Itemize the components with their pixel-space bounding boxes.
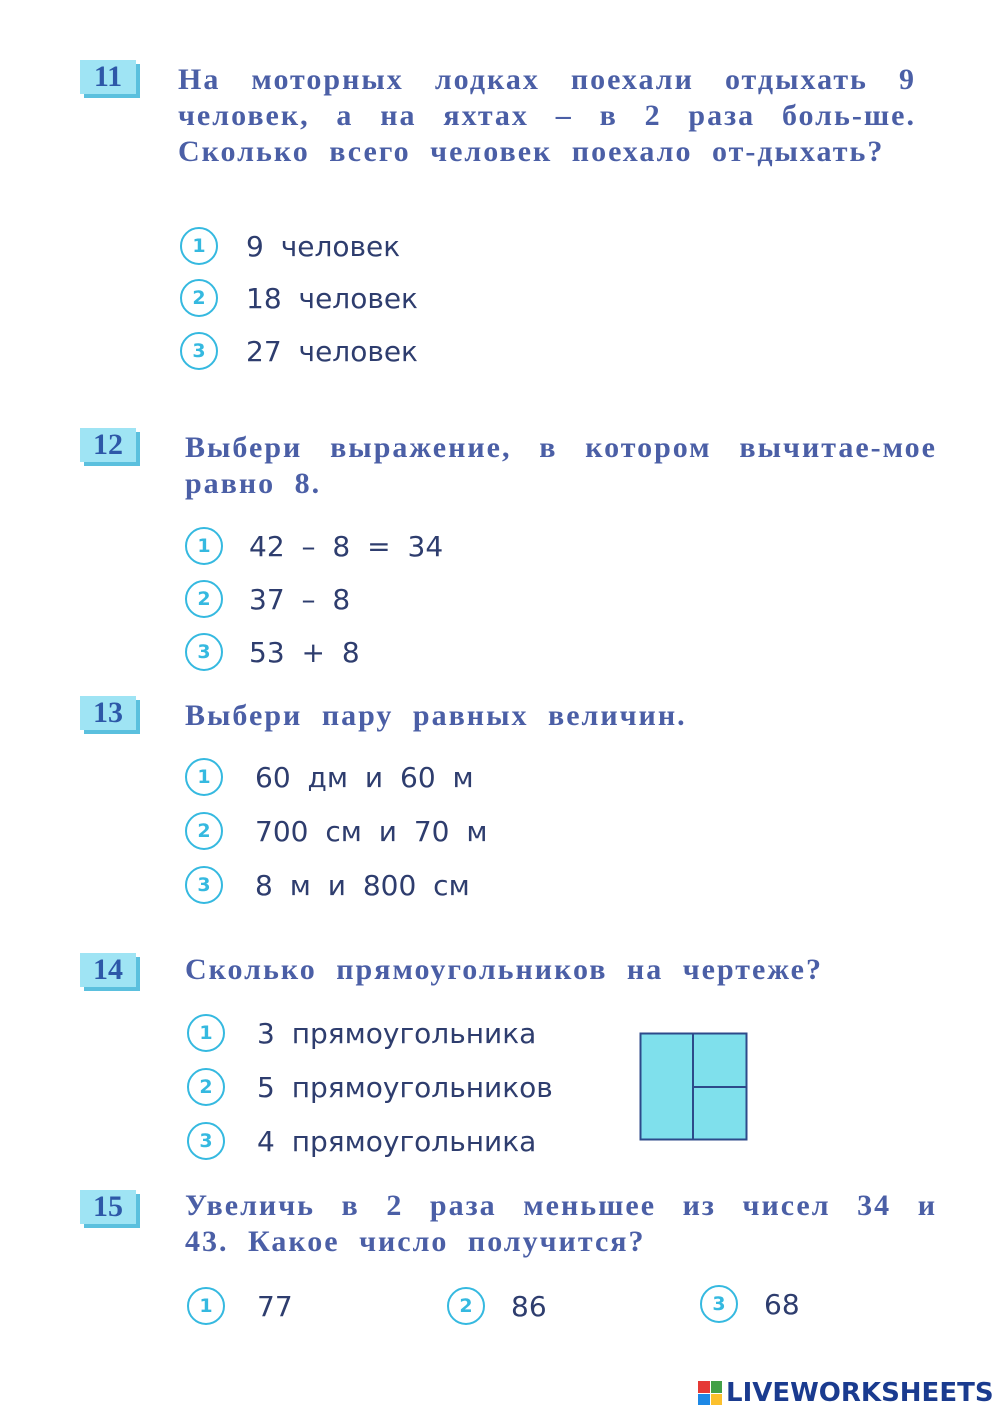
rectangles-diagram xyxy=(639,1032,749,1142)
question-text-12: Выбери выражение, в котором вычитае-мое равно 8. xyxy=(185,431,937,500)
option-label: 700 см и 70 м xyxy=(255,814,488,848)
option-number-circle: 1 xyxy=(185,758,223,796)
answer-option-12-2[interactable] xyxy=(185,579,350,619)
answer-option-14-3[interactable] xyxy=(187,1121,536,1161)
option-number-circle: 3 xyxy=(185,866,223,904)
question-number-13: 13 xyxy=(80,696,136,730)
answer-option-15-2[interactable] xyxy=(447,1286,547,1326)
answer-option-12-1[interactable] xyxy=(185,526,443,566)
answer-option-11-2[interactable] xyxy=(180,278,418,318)
option-label: 77 xyxy=(257,1289,293,1323)
option-number-circle: 2 xyxy=(187,1068,225,1106)
question-number-14: 14 xyxy=(80,953,136,987)
question-text-15: Увеличь в 2 раза меньшее из чисел 34 и 43. Какое число получится? xyxy=(185,1189,937,1258)
option-number-circle: 2 xyxy=(447,1287,485,1325)
answer-option-15-3[interactable] xyxy=(700,1284,800,1324)
option-number-circle: 2 xyxy=(185,580,223,618)
liveworksheets-watermark xyxy=(698,1378,994,1408)
option-label: 3 прямоугольника xyxy=(257,1016,537,1050)
answer-option-14-1[interactable] xyxy=(187,1013,536,1053)
liveworksheets-logo-icon xyxy=(698,1381,722,1405)
question-number-15: 15 xyxy=(80,1190,136,1224)
option-label: 37 – 8 xyxy=(249,582,351,616)
option-number-circle: 3 xyxy=(187,1122,225,1160)
answer-option-14-2[interactable] xyxy=(187,1067,553,1107)
question-text-11: На моторных лодках поехали отдыхать 9 человек, а на яхтах – в 2 раза боль-ше. Сколько всего человек поехало от-дыхать? xyxy=(178,63,916,168)
question-text-13: Выбери пару равных величин. xyxy=(185,699,687,732)
question-text-14: Сколько прямоугольников на чертеже? xyxy=(185,953,823,986)
option-label: 27 человек xyxy=(246,334,418,368)
option-label: 42 – 8 = 34 xyxy=(249,529,444,563)
option-label: 68 xyxy=(764,1287,800,1321)
answer-option-13-1[interactable] xyxy=(185,757,474,797)
option-number-circle: 2 xyxy=(180,279,218,317)
question-number-11: 11 xyxy=(80,60,136,94)
option-label: 86 xyxy=(511,1289,547,1323)
option-label: 4 прямоугольника xyxy=(257,1124,537,1158)
option-number-circle: 3 xyxy=(180,332,218,370)
answer-option-15-1[interactable] xyxy=(187,1286,293,1326)
answer-option-13-3[interactable] xyxy=(185,865,470,905)
answer-option-11-1[interactable] xyxy=(180,226,400,266)
option-label: 8 м и 800 см xyxy=(255,868,470,902)
answer-option-12-3[interactable] xyxy=(185,632,360,672)
option-number-circle: 1 xyxy=(187,1287,225,1325)
option-label: 60 дм и 60 м xyxy=(255,760,474,794)
option-label: 5 прямоугольников xyxy=(257,1070,553,1104)
liveworksheets-brand: LIVEWORKSHEETS xyxy=(726,1378,994,1408)
answer-option-13-2[interactable] xyxy=(185,811,488,851)
option-number-circle: 3 xyxy=(700,1285,738,1323)
option-number-circle: 1 xyxy=(180,227,218,265)
option-label: 18 человек xyxy=(246,281,418,315)
option-number-circle: 2 xyxy=(185,812,223,850)
option-label: 9 человек xyxy=(246,229,401,263)
question-number-12: 12 xyxy=(80,428,136,462)
option-number-circle: 3 xyxy=(185,633,223,671)
answer-option-11-3[interactable] xyxy=(180,331,418,371)
option-label: 53 + 8 xyxy=(249,635,360,669)
option-number-circle: 1 xyxy=(187,1014,225,1052)
option-number-circle: 1 xyxy=(185,527,223,565)
